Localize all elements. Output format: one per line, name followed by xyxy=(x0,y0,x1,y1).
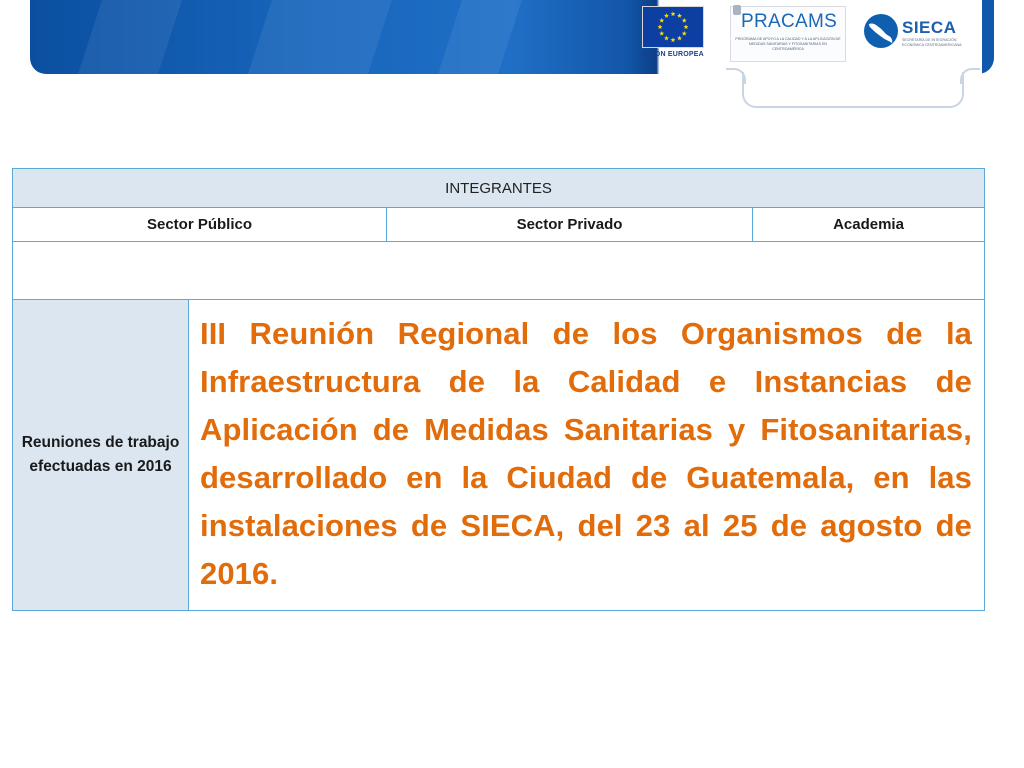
sectors-row xyxy=(13,208,985,242)
sieca-logo xyxy=(864,12,962,54)
eu-star-icon xyxy=(684,24,689,29)
eu-star-icon xyxy=(682,18,687,23)
pracams-mark-icon xyxy=(733,5,741,15)
sector-publico-header: Sector Público xyxy=(13,208,387,242)
eu-logo xyxy=(642,6,704,64)
banner-stripe xyxy=(438,0,522,74)
eu-star-icon xyxy=(677,13,682,18)
banner-edge xyxy=(982,0,994,74)
banner-stripe xyxy=(248,0,392,74)
meetings-label: Reuniones de trabajo efectuadas en 2016 xyxy=(13,300,189,611)
eu-logo-text: UNIÓN EUROPEA xyxy=(642,51,704,58)
header-tab-outline xyxy=(742,72,964,108)
pracams-subtitle: PROGRAMA DE APOYO A LA CALIDAD Y A LA APLICACIÓN DE MEDIDAS SANITARIAS Y FITOSANITARIAS EN CENTROAMÉRICA xyxy=(735,37,841,51)
table-title-row xyxy=(13,169,985,208)
eu-star-icon xyxy=(659,31,664,36)
sieca-subtitle: SECRETARÍA DE INTEGRACIÓN ECONÓMICA CENTROAMERICANA xyxy=(902,38,962,47)
sector-privado-header: Sector Privado xyxy=(387,208,753,242)
eu-star-icon xyxy=(659,18,664,23)
sieca-emblem-icon xyxy=(864,14,898,48)
banner-stripe xyxy=(78,0,182,74)
eu-star-icon xyxy=(658,24,663,29)
eu-star-icon xyxy=(677,36,682,41)
blank-cell xyxy=(13,242,985,300)
meetings-row xyxy=(13,300,985,611)
eu-star-icon xyxy=(664,13,669,18)
header-banner xyxy=(30,0,994,74)
eu-star-icon xyxy=(682,31,687,36)
sieca-title: SIECA xyxy=(902,18,957,37)
table-title: INTEGRANTES xyxy=(13,169,985,208)
integrantes-table xyxy=(12,168,985,611)
pracams-logo xyxy=(730,6,846,62)
academia-header: Academia xyxy=(753,208,985,242)
eu-flag-icon xyxy=(642,6,704,48)
eu-star-icon xyxy=(671,37,676,42)
eu-star-icon xyxy=(664,36,669,41)
meetings-description: III Reunión Regional de los Organismos de la Infraestructura de la Calidad e Instancias de Aplicación de Medidas Sanitarias y Fitosanitarias, desarrollado en la Ciudad de Guatemala, en las instalaciones de SIECA, del 23 al 25 de agosto de 2016. xyxy=(189,300,985,611)
eu-star-icon xyxy=(671,11,676,16)
blank-row xyxy=(13,242,985,300)
pracams-title: PRACAMS xyxy=(741,11,838,32)
